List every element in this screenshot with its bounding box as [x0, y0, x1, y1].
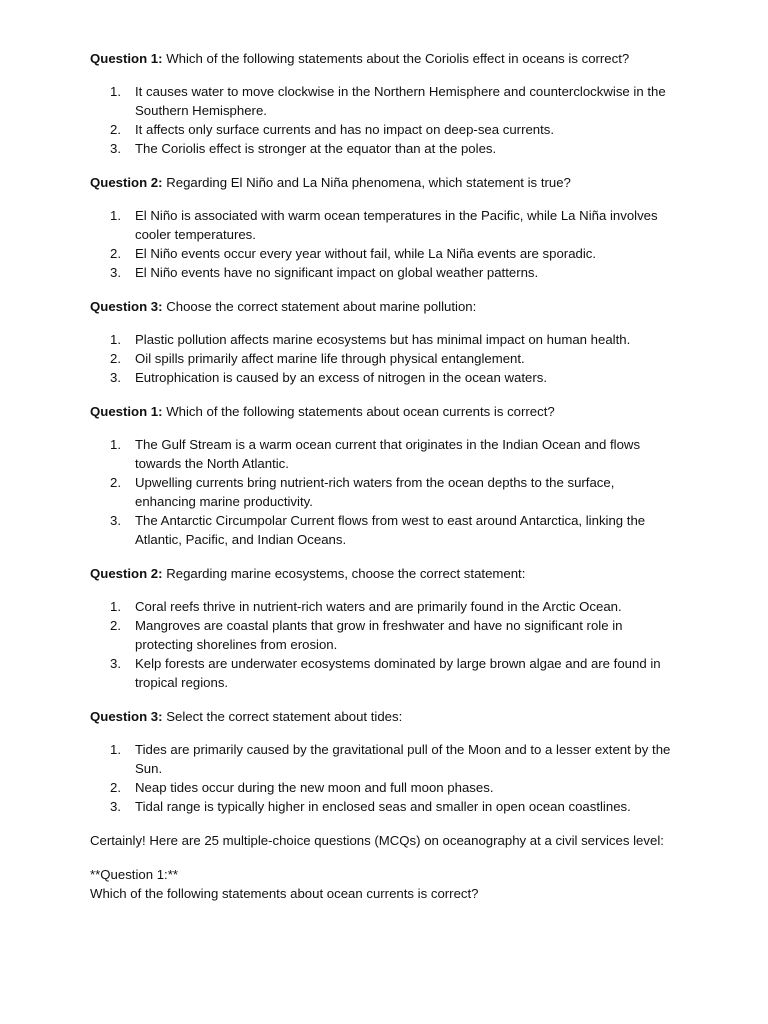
option-list — [90, 740, 676, 816]
option-text: Coral reefs thrive in nutrient-rich waters and are primarily found in the Arctic Ocean. — [135, 599, 622, 614]
option-number: 1. — [110, 332, 121, 347]
option-text: Plastic pollution affects marine ecosystems but has minimal impact on human health. — [135, 332, 631, 347]
option-text: El Niño events occur every year without fail, while La Niña events are sporadic. — [135, 246, 597, 261]
option-number: 1. — [110, 208, 121, 223]
option-text: Oil spills primarily affect marine life through physical entanglement. — [135, 351, 525, 366]
option-text: Upwelling currents bring nutrient-rich waters from the ocean depths to the surface, enhancing marine productivity. — [135, 475, 615, 509]
question-label: Question 3: — [90, 299, 163, 314]
option-number: 3. — [110, 513, 121, 528]
option-text: Eutrophication is caused by an excess of nitrogen in the ocean waters. — [135, 370, 547, 385]
option-text: Kelp forests are underwater ecosystems dominated by large brown algae and are found in tropical regions. — [135, 656, 661, 690]
option-number: 1. — [110, 742, 121, 757]
option-number: 1. — [110, 84, 121, 99]
option-number: 1. — [110, 437, 121, 452]
option-item — [90, 473, 676, 511]
question-text: Which of the following statements about ocean currents is correct? — [166, 404, 555, 419]
question-heading — [90, 402, 676, 421]
option-item — [90, 368, 676, 387]
option-item — [90, 244, 676, 263]
option-number: 3. — [110, 265, 121, 280]
question-heading — [90, 297, 676, 316]
option-number: 2. — [110, 780, 121, 795]
option-item — [90, 330, 676, 349]
option-item — [90, 778, 676, 797]
trailing-question-text: Which of the following statements about ocean currents is correct? — [90, 886, 479, 901]
option-item — [90, 616, 676, 654]
option-number: 3. — [110, 141, 121, 156]
question-label: Question 2: — [90, 175, 163, 190]
option-list — [90, 435, 676, 549]
option-text: It affects only surface currents and has no impact on deep-sea currents. — [135, 122, 555, 137]
question-heading — [90, 173, 676, 192]
question-label: Question 2: — [90, 566, 163, 581]
option-item — [90, 740, 676, 778]
option-number: 2. — [110, 475, 121, 490]
question-text: Which of the following statements about the Coriolis effect in oceans is correct? — [166, 51, 630, 66]
option-text: Neap tides occur during the new moon and full moon phases. — [135, 780, 494, 795]
option-list — [90, 82, 676, 158]
option-list — [90, 597, 676, 692]
option-text: The Antarctic Circumpolar Current flows from west to east around Antarctica, linking the Atlantic, Pacific, and Indian Oceans. — [135, 513, 646, 547]
option-number: 3. — [110, 656, 121, 671]
option-text: Mangroves are coastal plants that grow in freshwater and have no significant role in protecting shorelines from erosion. — [135, 618, 623, 652]
option-list — [90, 206, 676, 282]
option-number: 3. — [110, 799, 121, 814]
question-heading — [90, 564, 676, 583]
option-text: It causes water to move clockwise in the Northern Hemisphere and counterclockwise in the Southern Hemisphere. — [135, 84, 666, 118]
question-heading — [90, 707, 676, 726]
option-list — [90, 330, 676, 387]
option-item — [90, 349, 676, 368]
option-text: El Niño events have no significant impact on global weather patterns. — [135, 265, 539, 280]
question-text: Select the correct statement about tides: — [166, 709, 403, 724]
option-item — [90, 120, 676, 139]
option-item — [90, 263, 676, 282]
question-label: Question 1: — [90, 51, 163, 66]
question-text: Choose the correct statement about marine pollution: — [166, 299, 477, 314]
option-item — [90, 139, 676, 158]
question-text: Regarding marine ecosystems, choose the correct statement: — [166, 566, 526, 581]
question-text: Regarding El Niño and La Niña phenomena, which statement is true? — [166, 175, 571, 190]
trailing-question-heading: **Question 1:** — [90, 867, 178, 882]
question-heading — [90, 49, 676, 68]
option-number: 1. — [110, 599, 121, 614]
question-label: Question 1: — [90, 404, 163, 419]
option-text: The Coriolis effect is stronger at the equator than at the poles. — [135, 141, 497, 156]
option-text: Tides are primarily caused by the gravitational pull of the Moon and to a lesser extent by the Sun. — [135, 742, 671, 776]
option-item — [90, 597, 676, 616]
question-label: Question 3: — [90, 709, 163, 724]
option-item — [90, 435, 676, 473]
option-number: 2. — [110, 122, 121, 137]
option-item — [90, 511, 676, 549]
option-number: 2. — [110, 351, 121, 366]
option-text: El Niño is associated with warm ocean temperatures in the Pacific, while La Niña involves cooler temperatures. — [135, 208, 658, 242]
option-item — [90, 206, 676, 244]
option-number: 3. — [110, 370, 121, 385]
option-item — [90, 82, 676, 120]
option-item — [90, 654, 676, 692]
option-text: The Gulf Stream is a warm ocean current that originates in the Indian Ocean and flows towards the North Atlantic. — [135, 437, 641, 471]
option-item — [90, 797, 676, 816]
option-number: 2. — [110, 246, 121, 261]
option-number: 2. — [110, 618, 121, 633]
option-text: Tidal range is typically higher in enclosed seas and smaller in open ocean coastlines. — [135, 799, 631, 814]
intro-paragraph: Certainly! Here are 25 multiple-choice questions (MCQs) on oceanography at a civil services level: — [90, 833, 664, 848]
